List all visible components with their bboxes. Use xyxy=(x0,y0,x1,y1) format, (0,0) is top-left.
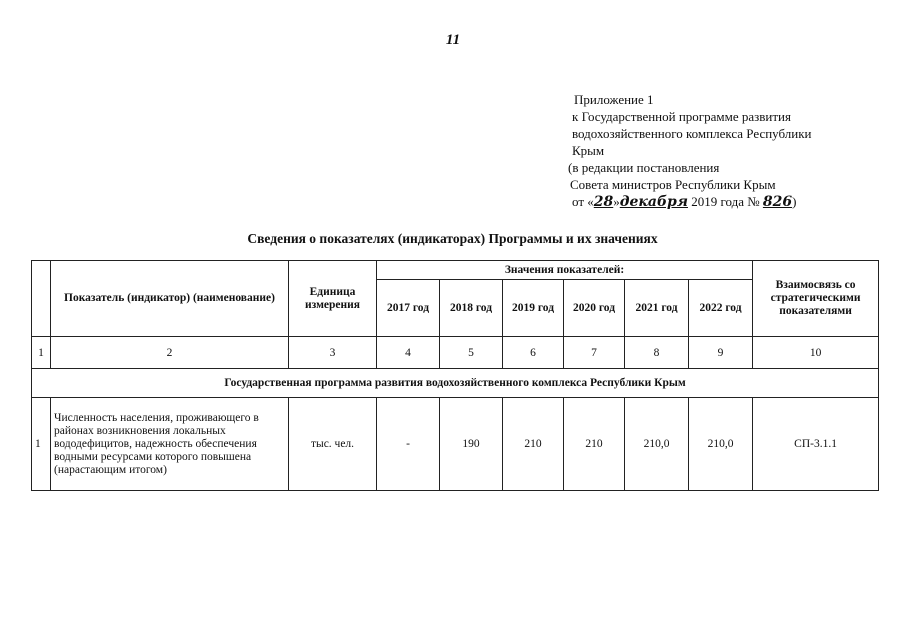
header-indicator: Показатель (индикатор) (наименование) xyxy=(51,261,289,337)
column-number: 2 xyxy=(51,337,289,369)
appendix-date-line: от «28»декабря 2019 года № 826) xyxy=(572,194,797,210)
date-middle: 2019 года № xyxy=(691,194,760,209)
row-value-2019: 210 xyxy=(503,398,564,491)
appendix-line: к Государственной программе развития xyxy=(572,109,791,124)
header-year: 2021 год xyxy=(625,280,689,337)
appendix-line: Приложение 1 xyxy=(574,92,654,107)
row-value-2021: 210,0 xyxy=(625,398,689,491)
row-relation: СП-3.1.1 xyxy=(753,398,879,491)
header-relation: Взаимосвязь со стратегическими показателями xyxy=(753,261,879,337)
header-year: 2018 год xyxy=(440,280,503,337)
column-number: 5 xyxy=(440,337,503,369)
header-year: 2022 год xyxy=(689,280,753,337)
table-row xyxy=(32,398,879,491)
header-values-group: Значения показателей: xyxy=(377,261,753,280)
handwritten-day: 28 xyxy=(593,194,614,210)
appendix-block xyxy=(568,91,888,211)
row-value-2017: - xyxy=(377,398,440,491)
column-number: 6 xyxy=(503,337,564,369)
row-value-2018: 190 xyxy=(440,398,503,491)
section-title: Государственная программа развития водохозяйственного комплекса Республики Крым xyxy=(32,369,879,398)
appendix-line: Крым xyxy=(572,143,605,158)
column-number: 7 xyxy=(564,337,625,369)
column-number: 8 xyxy=(625,337,689,369)
page-number: 11 xyxy=(445,32,461,48)
column-number: 3 xyxy=(289,337,377,369)
column-number: 1 xyxy=(32,337,51,369)
header-unit: Единица измерения xyxy=(289,261,377,337)
appendix-line: (в редакции постановления xyxy=(568,160,720,175)
column-number: 10 xyxy=(753,337,879,369)
section-row xyxy=(32,369,879,398)
column-number-row xyxy=(32,337,879,369)
indicators-table xyxy=(31,260,879,491)
column-number: 9 xyxy=(689,337,753,369)
document-title: Сведения о показателях (индикаторах) Программы и их значениях xyxy=(247,231,658,246)
appendix-line: водохозяйственного комплекса Республики xyxy=(572,126,812,141)
row-value-2020: 210 xyxy=(564,398,625,491)
header-year: 2020 год xyxy=(564,280,625,337)
row-number: 1 xyxy=(32,398,51,491)
header-year: 2017 год xyxy=(377,280,440,337)
handwritten-month: декабря xyxy=(619,194,688,210)
handwritten-doc-number: 826 xyxy=(762,194,793,210)
row-indicator-name: Численность населения, проживающего в районах возникновения локальных вододефицитов, надежность обеспечения водными ресурсами которого повышена (нарастающим итогом) xyxy=(51,398,289,491)
row-value-2022: 210,0 xyxy=(689,398,753,491)
row-unit: тыс. чел. xyxy=(289,398,377,491)
header-year: 2019 год xyxy=(503,280,564,337)
column-number: 4 xyxy=(377,337,440,369)
date-prefix: от « xyxy=(572,194,594,209)
appendix-line: Совета министров Республики Крым xyxy=(570,177,776,192)
header-cell-num xyxy=(32,261,51,337)
